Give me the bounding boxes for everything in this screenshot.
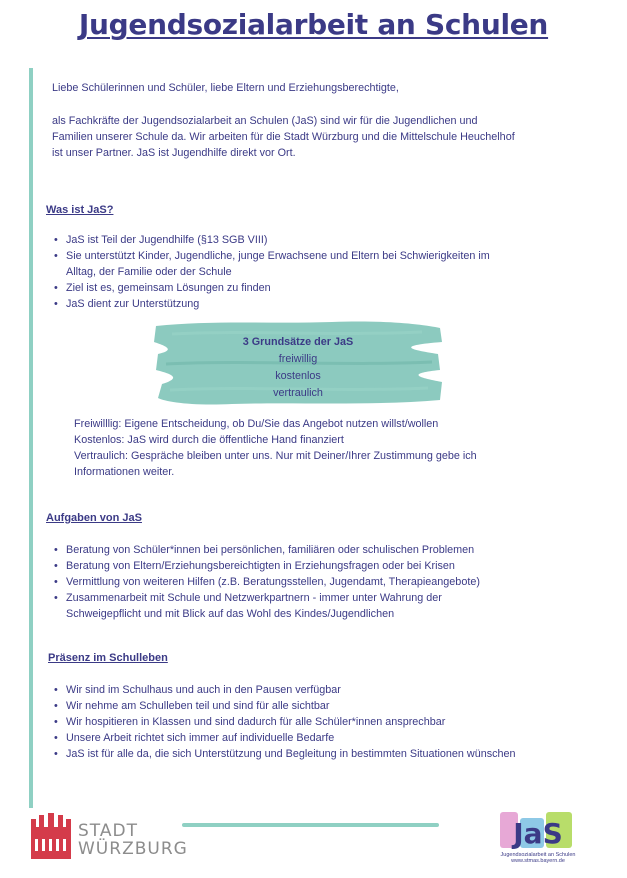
list-item: • Zusammenarbeit mit Schule und Netzwerkpartnern - immer unter Wahrung der bbox=[66, 590, 592, 606]
intro-line: ist unser Partner. JaS ist Jugendhilfe direkt vor Ort. bbox=[52, 147, 296, 159]
intro-greeting: Liebe Schülerinnen und Schüler, liebe Eltern und Erziehungsberechtigte, bbox=[52, 82, 399, 94]
section-heading-aufgaben: Aufgaben von JaS bbox=[46, 512, 142, 524]
stadt-line: STADT bbox=[78, 821, 138, 841]
left-accent-line bbox=[29, 68, 33, 808]
intro-line: Familien unserer Schule da. Wir arbeiten für die Stadt Würzburg und die Mittelschule Heuchelhof bbox=[52, 131, 515, 143]
list-item: • JaS ist für alle da, die sich Unterstützung und Begleitung in bestimmten Situationen wünschen bbox=[66, 746, 592, 762]
list-item: • Wir hospitieren in Klassen und sind dadurch für alle Schüler*innen ansprechbar bbox=[66, 714, 592, 730]
grundsaetze-item: freiwillig bbox=[278, 353, 318, 365]
list-item-continuation: Schweigepflicht und mit Blick auf das Wohl des Kindes/Jugendlichen bbox=[66, 608, 395, 620]
grundsaetze-item: kostenlos bbox=[275, 370, 321, 382]
grundsaetze-text bbox=[152, 334, 444, 402]
section-heading-praesenz: Präsenz im Schulleben bbox=[48, 652, 168, 664]
principle-line: Vertraulich: Gespräche bleiben unter uns. Nur mit Deiner/Ihrer Zustimmung gebe ich bbox=[74, 450, 477, 462]
list-item: • Wir nehme am Schulleben teil und sind für alle sichtbar bbox=[66, 698, 592, 714]
list-item: • Unsere Arbeit richtet sich immer auf individuelle Bedarfe bbox=[66, 730, 592, 746]
principles-text bbox=[74, 416, 592, 480]
grundsaetze-heading: 3 Grundsätze der JaS bbox=[242, 336, 354, 348]
list-item: • Vermittlung von weiteren Hilfen (z.B. Beratungsstellen, Jugendamt, Therapieangebote) bbox=[66, 574, 592, 590]
list-item-continuation: Alltag, der Familie oder der Schule bbox=[66, 266, 232, 278]
list-item: • Ziel ist es, gemeinsam Lösungen zu finden bbox=[66, 280, 592, 296]
praesenz-list bbox=[52, 682, 592, 762]
list-item: • Wir sind im Schulhaus und auch in den Pausen verfügbar bbox=[66, 682, 592, 698]
list-item: • JaS ist Teil der Jugendhilfe (§13 SGB VIII) bbox=[66, 232, 592, 248]
jas-subtitle bbox=[491, 852, 585, 864]
main-content bbox=[46, 80, 592, 762]
principle-line: Informationen weiter. bbox=[74, 466, 175, 478]
principle-line: Freiwilllig: Eigene Entscheidung, ob Du/Sie das Angebot nutzen willst/wollen bbox=[74, 418, 439, 430]
wuerzburg-line: WÜRZBURG bbox=[78, 839, 188, 859]
list-item: • Beratung von Schüler*innen bei persönlichen, familiären oder schulischen Problemen bbox=[66, 542, 592, 558]
grundsaetze-box bbox=[152, 320, 444, 406]
intro-line: als Fachkräfte der Jugendsozialarbeit an Schulen (JaS) sind wir für die Jugendlichen und bbox=[52, 115, 478, 127]
grundsaetze-item: vertraulich bbox=[273, 387, 323, 399]
list-item: • JaS dient zur Unterstützung bbox=[66, 296, 592, 312]
section-heading-was-ist-jas: Was ist JaS? bbox=[46, 204, 114, 216]
list-item: • Sie unterstützt Kinder, Jugendliche, junge Erwachsene und Eltern bei Schwierigkeiten im bbox=[66, 248, 592, 264]
principle-line: Kostenlos: JaS wird durch die öffentliche Hand finanziert bbox=[74, 434, 344, 446]
aufgaben-list bbox=[52, 542, 592, 622]
stadt-wuerzburg-text bbox=[78, 822, 188, 858]
list-item: • Beratung von Eltern/Erziehungsbereichtigten in Erziehungsfragen oder bei Krisen bbox=[66, 558, 592, 574]
jas-subtitle-line: Jugendsozialarbeit an Schulen bbox=[500, 852, 576, 858]
was-ist-list bbox=[52, 232, 592, 312]
jas-logo-text: JaS bbox=[513, 817, 563, 850]
jas-subtitle-url: www.stmas.bayern.de bbox=[511, 858, 565, 864]
page-title: Jugendsozialarbeit an Schulen bbox=[78, 8, 549, 41]
jas-logo-icon bbox=[498, 810, 578, 852]
footer-accent-line bbox=[182, 823, 439, 827]
stadt-wuerzburg-logo-icon bbox=[29, 813, 73, 863]
